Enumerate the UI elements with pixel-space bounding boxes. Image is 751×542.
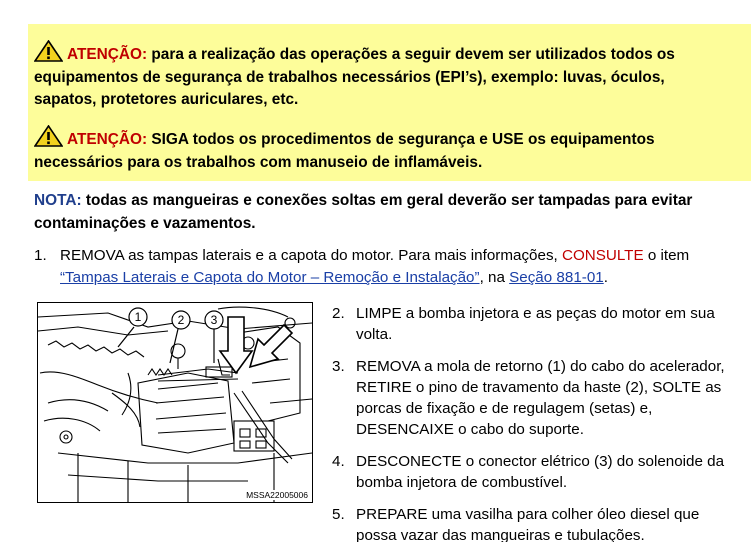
warning-triangle-icon	[34, 125, 63, 147]
step-3	[332, 356, 751, 440]
warning-label: ATENÇÃO:	[67, 131, 148, 148]
warning-paragraph-1	[34, 40, 751, 112]
note-label: NOTA:	[34, 192, 82, 209]
step-1	[34, 245, 751, 289]
cross-reference-link[interactable]: “Tampas Laterais e Capota do Motor – Remoção e Instalação”	[60, 269, 480, 286]
step-line: DESCONECTE o conector elétrico (3) do solenoide da	[356, 453, 725, 470]
engine-line-drawing	[38, 303, 312, 502]
step-line: possa vazar das mangueiras e tubulações.	[356, 527, 645, 542]
warning-line: SIGA todos os procedimentos de segurança e USE os equipamentos	[151, 131, 655, 148]
step-line: DESENCAIXE o cabo do suporte.	[356, 421, 584, 438]
step-line: porcas de fixação e de regulagem (setas) e,	[356, 400, 653, 417]
note-paragraph	[34, 190, 751, 235]
callout-2-label: 2	[177, 313, 185, 327]
step-line: bomba injetora de combustível.	[356, 474, 568, 491]
step-text: .	[603, 269, 608, 286]
warning-box	[28, 24, 751, 181]
warning-paragraph-2	[34, 125, 751, 174]
step-number: 4.	[332, 453, 345, 470]
callout-3-label: 3	[210, 313, 218, 327]
arrow-pointer-icon	[220, 317, 252, 373]
step-line: LIMPE a bomba injetora e as peças do motor em sua	[356, 305, 715, 322]
warning-line: para a realização das operações a seguir devem ser utilizados todos os	[151, 46, 675, 63]
step-5	[332, 504, 751, 542]
engine-illustration	[37, 302, 313, 503]
warning-line: equipamentos de segurança de trabalhos necessários (EPI’s), exemplo: luvas, óculos,	[34, 68, 665, 86]
consult-keyword: CONSULTE	[562, 247, 644, 264]
step-number: 2.	[332, 305, 345, 322]
arrow-pointer-icon	[250, 325, 292, 367]
warning-line: necessários para os trabalhos com manuseio de inflamáveis.	[34, 153, 483, 171]
note-line: contaminações e vazamentos.	[34, 214, 256, 232]
step-number: 1.	[34, 247, 47, 264]
step-line: volta.	[356, 326, 393, 343]
step-text: REMOVA as tampas laterais e a capota do motor. Para mais informações,	[60, 247, 558, 264]
step-2	[332, 303, 751, 345]
callout-1-label: 1	[134, 310, 142, 324]
warning-line: sapatos, protetores auriculares, etc.	[34, 91, 299, 109]
section-link[interactable]: Seção 881-01	[509, 269, 604, 286]
step-text: o item	[647, 247, 690, 264]
step-text: , na	[479, 269, 505, 286]
step-line: REMOVA a mola de retorno (1) do cabo do acelerador,	[356, 358, 725, 375]
figure-code: MSSA22005006	[246, 490, 308, 500]
step-line: RETIRE o pino de travamento da haste (2), SOLTE as	[356, 379, 722, 396]
step-number: 3.	[332, 358, 345, 375]
step-line: PREPARE uma vasilha para colher óleo diesel que	[356, 506, 700, 523]
step-number: 5.	[332, 506, 345, 523]
step-4	[332, 451, 751, 493]
procedure-steps	[332, 303, 751, 542]
warning-triangle-icon	[34, 40, 63, 62]
warning-label: ATENÇÃO:	[67, 46, 148, 63]
note-line: todas as mangueiras e conexões soltas em geral deverão ser tampadas para evitar	[85, 192, 693, 209]
